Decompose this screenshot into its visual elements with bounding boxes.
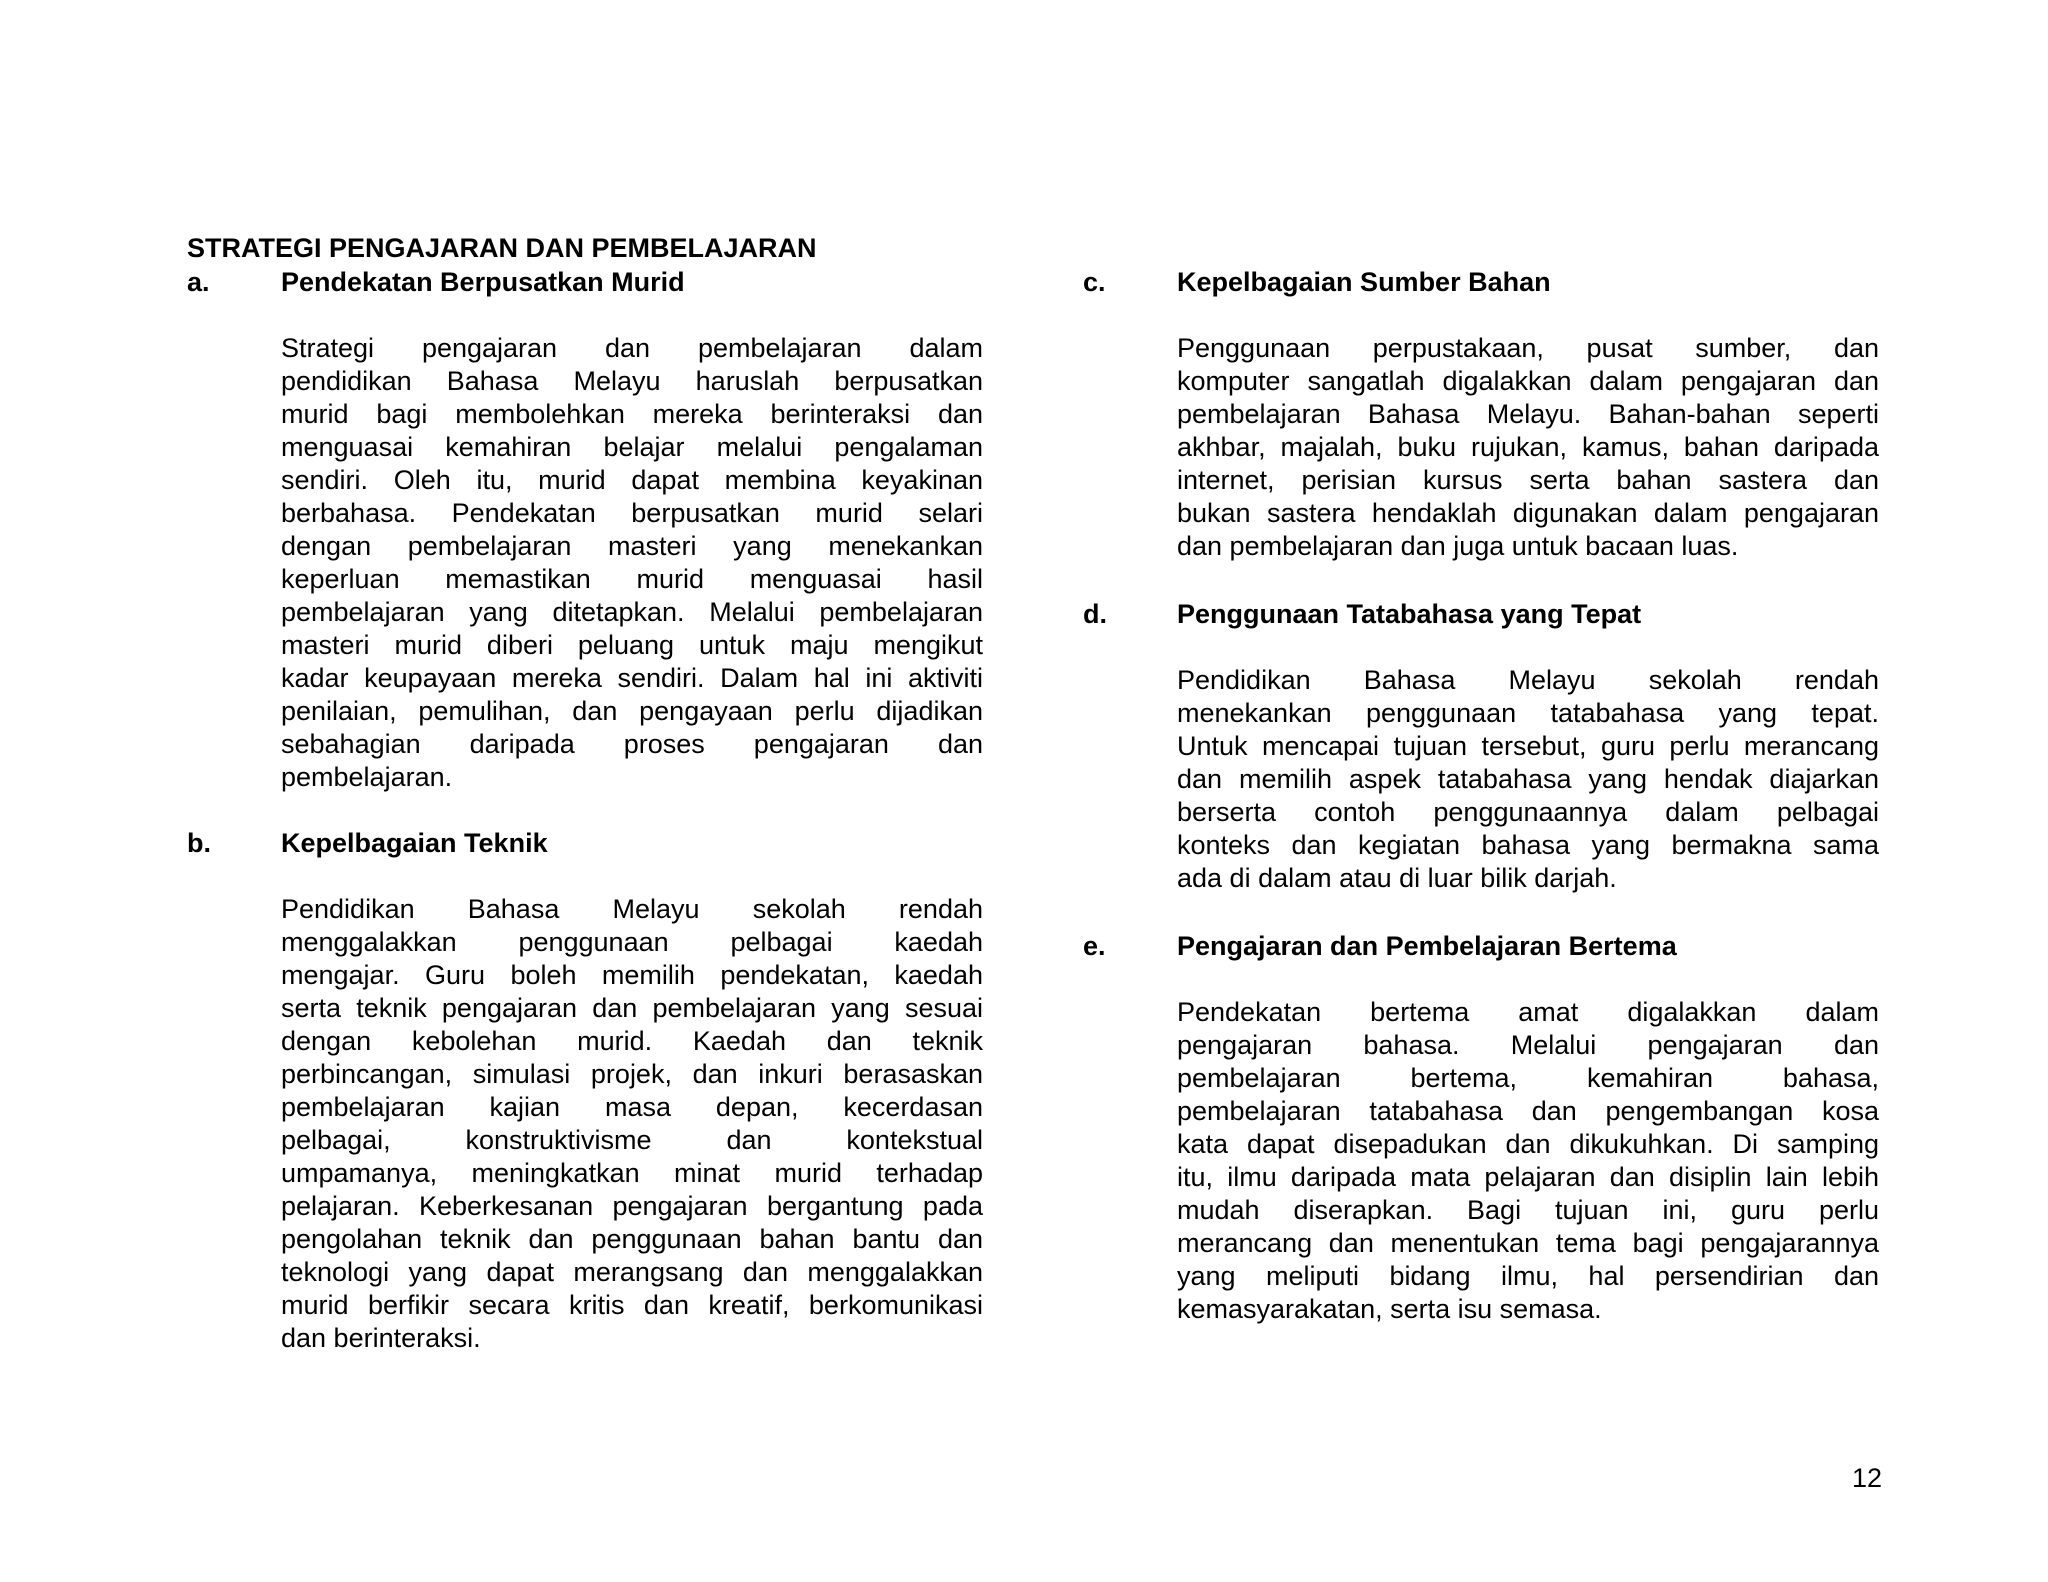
paragraph-line: pembelajaran yang ditetapkan. Melalui pembelajaran <box>281 597 983 627</box>
paragraph-line: mengajar. Guru boleh memilih pendekatan, kaedah <box>281 960 983 990</box>
paragraph-line: Strategi pengajaran dan pembelajaran dalam <box>281 333 983 363</box>
paragraph-line: menekankan penggunaan tatabahasa yang tepat. <box>1177 698 1879 728</box>
section-b-heading <box>187 827 983 860</box>
paragraph-line: pendidikan Bahasa Melayu haruslah berpusatkan <box>281 366 983 396</box>
paragraph-line: dan memilih aspek tatabahasa yang hendak diajarkan <box>1177 764 1879 794</box>
paragraph-line: ada di dalam atau di luar bilik darjah. <box>1177 863 1617 893</box>
section-a-letter: a. <box>187 267 210 297</box>
paragraph-line: berserta contoh penggunaannya dalam pelbagai <box>1177 797 1879 827</box>
paragraph-line: bukan sastera hendaklah digunakan dalam pengajaran <box>1177 498 1879 528</box>
section-c <box>1083 266 1879 563</box>
paragraph-line: yang meliputi bidang ilmu, hal persendirian dan <box>1177 1261 1879 1291</box>
paragraph-line: sendiri. Oleh itu, murid dapat membina keyakinan <box>281 465 983 495</box>
section-e-body <box>1177 996 1879 1326</box>
paragraph-line: pembelajaran Bahasa Melayu. Bahan-bahan seperti <box>1177 399 1879 429</box>
section-d-letter: d. <box>1083 599 1107 629</box>
paragraph-line: pembelajaran kajian masa depan, kecerdasan <box>281 1092 983 1122</box>
paragraph-line: Pendekatan bertema amat digalakkan dalam <box>1177 997 1879 1027</box>
section-b-letter: b. <box>187 828 211 858</box>
section-c-letter: c. <box>1083 267 1106 297</box>
paragraph-line: murid berfikir secara kritis dan kreatif, berkomunikasi <box>281 1290 983 1320</box>
paragraph-line: menguasai kemahiran belajar melalui pengalaman <box>281 432 983 462</box>
paragraph-line: pelbagai, konstruktivisme dan kontekstual <box>281 1125 983 1155</box>
paragraph-line: merancang dan menentukan tema bagi pengajarannya <box>1177 1228 1879 1258</box>
paragraph-line: berbahasa. Pendekatan berpusatkan murid selari <box>281 498 983 528</box>
paragraph-line: pengajaran bahasa. Melalui pengajaran dan <box>1177 1030 1879 1060</box>
section-e <box>1083 930 1879 1326</box>
paragraph-line: penilaian, pemulihan, dan pengayaan perlu dijadikan <box>281 696 983 726</box>
paragraph-line: murid bagi membolehkan mereka berinteraksi dan <box>281 399 983 429</box>
section-a <box>187 266 983 794</box>
section-c-body <box>1177 332 1879 563</box>
paragraph-line: pembelajaran. <box>281 762 453 792</box>
paragraph-line: kata dapat disepadukan dan dikukuhkan. Di samping <box>1177 1129 1879 1159</box>
paragraph-line: umpamanya, meningkatkan minat murid terhadap <box>281 1158 983 1188</box>
paragraph-line: menggalakkan penggunaan pelbagai kaedah <box>281 927 983 957</box>
paragraph-line: akhbar, majalah, buku rujukan, kamus, bahan daripada <box>1177 432 1879 462</box>
section-e-heading <box>1083 930 1879 963</box>
paragraph-line: internet, perisian kursus serta bahan sastera dan <box>1177 465 1879 495</box>
paragraph-line: mudah diserapkan. Bagi tujuan ini, guru perlu <box>1177 1195 1879 1225</box>
section-b <box>187 827 983 1355</box>
section-a-heading <box>187 266 983 299</box>
paragraph-line: perbincangan, simulasi projek, dan inkuri berasaskan <box>281 1059 983 1089</box>
section-d-heading <box>1083 598 1879 631</box>
section-b-title: Kepelbagaian Teknik <box>281 828 548 858</box>
page-title: STRATEGI PENGAJARAN DAN PEMBELAJARAN <box>187 233 817 263</box>
section-c-title: Kepelbagaian Sumber Bahan <box>1177 267 1551 297</box>
paragraph-line: Pendidikan Bahasa Melayu sekolah rendah <box>281 894 983 924</box>
paragraph-line: konteks dan kegiatan bahasa yang bermakna sama <box>1177 830 1879 860</box>
section-a-title: Pendekatan Berpusatkan Murid <box>281 267 685 297</box>
section-e-title: Pengajaran dan Pembelajaran Bertema <box>1177 931 1677 961</box>
paragraph-line: Pendidikan Bahasa Melayu sekolah rendah <box>1177 665 1879 695</box>
paragraph-line: dan pembelajaran dan juga untuk bacaan luas. <box>1177 531 1739 561</box>
paragraph-line: dengan kebolehan murid. Kaedah dan teknik <box>281 1026 983 1056</box>
paragraph-line: Untuk mencapai tujuan tersebut, guru perlu merancang <box>1177 731 1879 761</box>
paragraph-line: pengolahan teknik dan penggunaan bahan bantu dan <box>281 1224 983 1254</box>
section-a-body <box>281 332 983 794</box>
paragraph-line: pembelajaran bertema, kemahiran bahasa, <box>1177 1063 1879 1093</box>
paragraph-line: Penggunaan perpustakaan, pusat sumber, dan <box>1177 333 1879 363</box>
paragraph-line: pembelajaran tatabahasa dan pengembangan kosa <box>1177 1096 1879 1126</box>
paragraph-line: teknologi yang dapat merangsang dan menggalakkan <box>281 1257 983 1287</box>
paragraph-line: keperluan memastikan murid menguasai hasil <box>281 564 983 594</box>
paragraph-line: dan berinteraksi. <box>281 1323 481 1353</box>
paragraph-line: kemasyarakatan, serta isu semasa. <box>1177 1294 1602 1324</box>
section-d-body <box>1177 664 1879 895</box>
paragraph-line: dengan pembelajaran masteri yang menekankan <box>281 531 983 561</box>
paragraph-line: pelajaran. Keberkesanan pengajaran bergantung pada <box>281 1191 983 1221</box>
paragraph-line: kadar keupayaan mereka sendiri. Dalam hal ini aktiviti <box>281 663 983 693</box>
paragraph-line: komputer sangatlah digalakkan dalam pengajaran dan <box>1177 366 1879 396</box>
section-d-title: Penggunaan Tatabahasa yang Tepat <box>1177 599 1642 629</box>
page-number: 12 <box>1851 1463 1882 1493</box>
section-d <box>1083 598 1879 895</box>
section-e-letter: e. <box>1083 931 1106 961</box>
section-c-heading <box>1083 266 1879 299</box>
paragraph-line: masteri murid diberi peluang untuk maju mengikut <box>281 630 983 660</box>
paragraph-line: serta teknik pengajaran dan pembelajaran yang sesuai <box>281 993 983 1023</box>
paragraph-line: itu, ilmu daripada mata pelajaran dan disiplin lain lebih <box>1177 1162 1879 1192</box>
section-b-body <box>281 893 983 1355</box>
paragraph-line: sebahagian daripada proses pengajaran dan <box>281 729 983 759</box>
